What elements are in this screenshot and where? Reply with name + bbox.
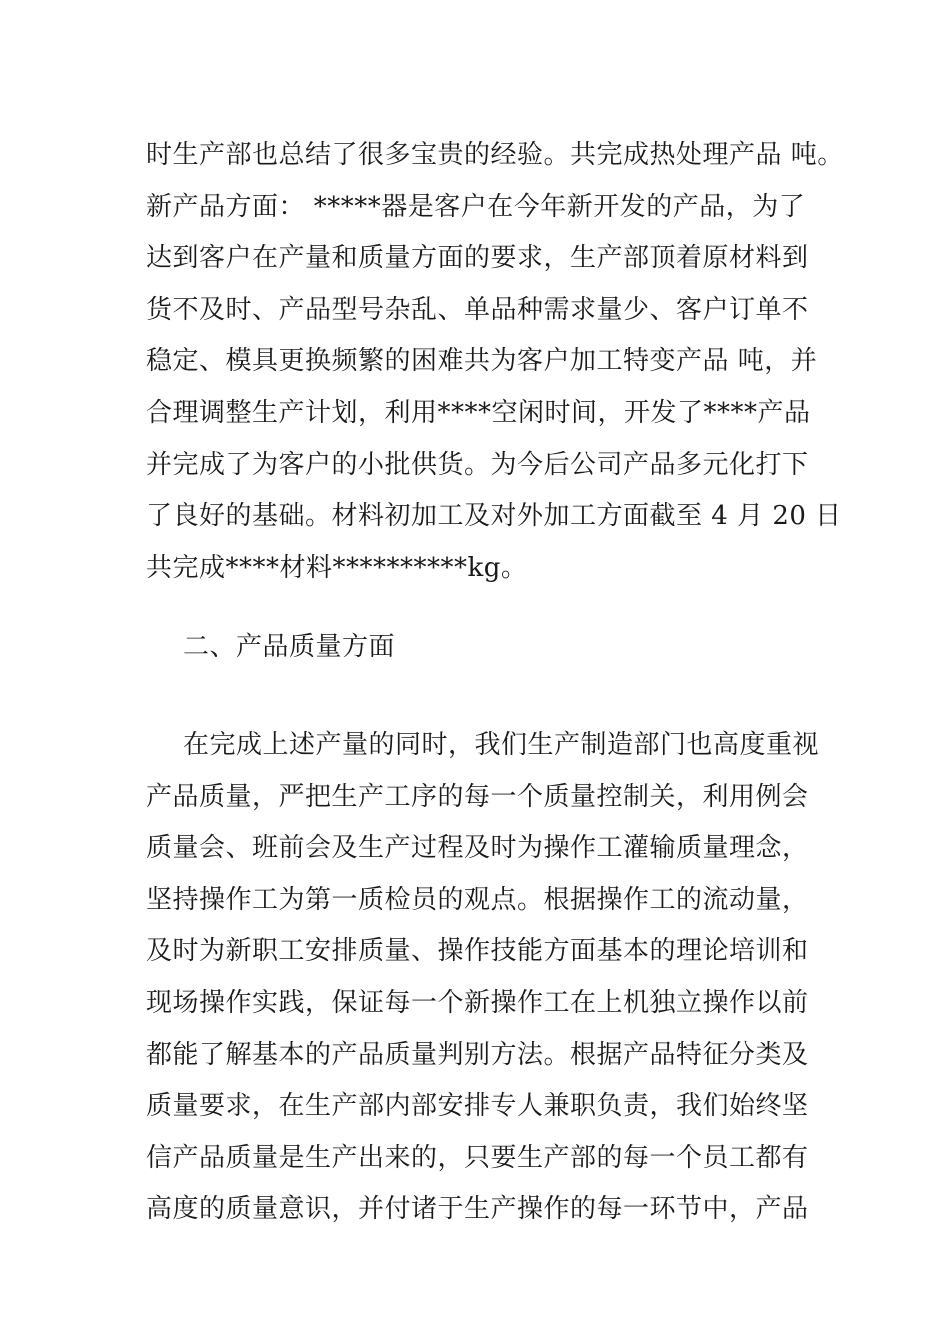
text-line: 时生产部也总结了很多宝贵的经验。共完成热处理产品 吨。 [146,140,844,170]
text-line: 产品质量，严把生产工序的每一个质量控制关，利用例会 [146,781,809,812]
text-line: 及时为新职工安排质量、操作技能方面基本的理论培训和 [146,936,809,967]
text-line: 共完成****材料**********kg。 [146,552,528,583]
text-line: 信产品质量是生产出来的，只要生产部的每一个员工都有 [146,1142,809,1173]
paragraph-product-quality [146,720,826,1236]
text-line: 质量会、班前会及生产过程及时为操作工灌输质量理念， [146,833,809,864]
section-heading-text: 二、产品质量方面 [183,632,396,662]
section-heading [183,622,863,674]
paragraph-production-summary [146,130,844,594]
text-line: 坚持操作工为第一质检员的观点。根据操作工的流动量， [146,884,809,915]
text-line: 在完成上述产量的同时，我们生产制造部门也高度重视 [183,730,820,760]
text-line: 货不及时、产品型号杂乱、单品种需求量少、客户订单不 [146,294,809,325]
text-line: 高度的质量意识，并付诸于生产操作的每一环节中，产品 [146,1194,809,1225]
text-line: 达到客户在产量和质量方面的要求，生产部顶着原材料到 [146,243,809,274]
text-line: 新产品方面： *****器是客户在今年新开发的产品，为了 [146,191,806,222]
text-line: 并完成了为客户的小批供货。为今后公司产品多元化打下 [146,449,809,480]
text-line: 现场操作实践，保证每一个新操作工在上机独立操作以前 [146,987,809,1018]
text-line: 质量要求，在生产部内部安排专人兼职负责，我们始终坚 [146,1091,809,1122]
text-line: 稳定、模具更换频繁的困难共为客户加工特变产品 吨，并 [146,346,818,377]
text-line: 合理调整生产计划，利用****空闲时间，开发了****产品 [146,397,811,428]
text-line: 了良好的基础。材料初加工及对外加工方面截至 4 月 20 日 [146,501,842,532]
text-line: 都能了解基本的产品质量判别方法。根据产品特征分类及 [146,1039,809,1070]
